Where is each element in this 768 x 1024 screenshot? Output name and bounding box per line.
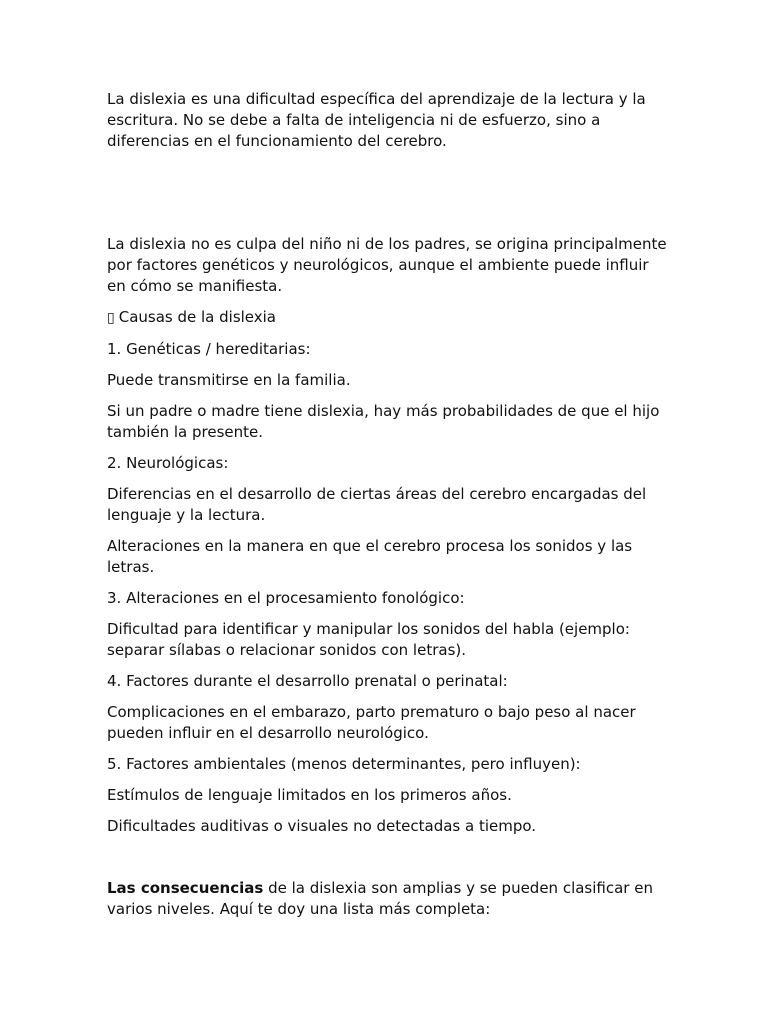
- cause-3-title: 3. Alteraciones en el procesamiento fonológico:: [107, 589, 465, 607]
- causes-heading-text: Causas de la dislexia: [118, 308, 276, 326]
- causes-heading: [107, 307, 667, 329]
- cause-1-title: 1. Genéticas / hereditarias:: [107, 340, 311, 358]
- cause-1-paragraph-2: Si un padre o madre tiene dislexia, hay más probabilidades de que el hijo también la presente.: [107, 402, 660, 441]
- consequences-bold-text: Las consecuencias: [107, 879, 264, 897]
- intro-paragraph: La dislexia es una dificultad específica del aprendizaje de la lectura y la escritura. No se debe a falta de inteligencia ni de esfuerzo, sino a diferencias en el funcionamiento del cerebro.: [107, 90, 646, 150]
- blank-space: [107, 847, 667, 878]
- cause-4-title: 4. Factores durante el desarrollo prenatal o perinatal:: [107, 672, 508, 690]
- cause-2-title: 2. Neurológicas:: [107, 454, 229, 472]
- blank-space: [107, 162, 667, 234]
- document-page: [107, 89, 667, 930]
- cause-2-paragraph-1: Diferencias en el desarrollo de ciertas áreas del cerebro encargadas del lenguaje y la lectura.: [107, 485, 647, 524]
- origin-paragraph: La dislexia no es culpa del niño ni de los padres, se origina principalmente por factores genéticos y neurológicos, aunque el ambiente puede influir en cómo se manifiesta.: [107, 235, 667, 295]
- cause-5-paragraph-2: Dificultades auditivas o visuales no detectadas a tiempo.: [107, 817, 537, 835]
- cause-1-paragraph-1: Puede transmitirse en la familia.: [107, 371, 351, 389]
- cause-3-paragraph-1: Dificultad para identificar y manipular los sonidos del habla (ejemplo: separar sílabas o relacionar sonidos con letras).: [107, 620, 630, 659]
- consequences-paragraph: [107, 878, 667, 920]
- cause-2-paragraph-2: Alteraciones en la manera en que el cerebro procesa los sonidos y las letras.: [107, 537, 633, 576]
- missing-glyph-icon: ▯: [107, 310, 115, 326]
- cause-5-paragraph-1: Estímulos de lenguaje limitados en los primeros años.: [107, 786, 512, 804]
- cause-4-paragraph-1: Complicaciones en el embarazo, parto prematuro o bajo peso al nacer pueden influir en el desarrollo neurológico.: [107, 703, 636, 742]
- consequences-text: de la dislexia son amplias y se pueden clasificar en varios niveles. Aquí te doy una lista más completa:: [107, 879, 653, 918]
- cause-5-title: 5. Factores ambientales (menos determinantes, pero influyen):: [107, 755, 581, 773]
